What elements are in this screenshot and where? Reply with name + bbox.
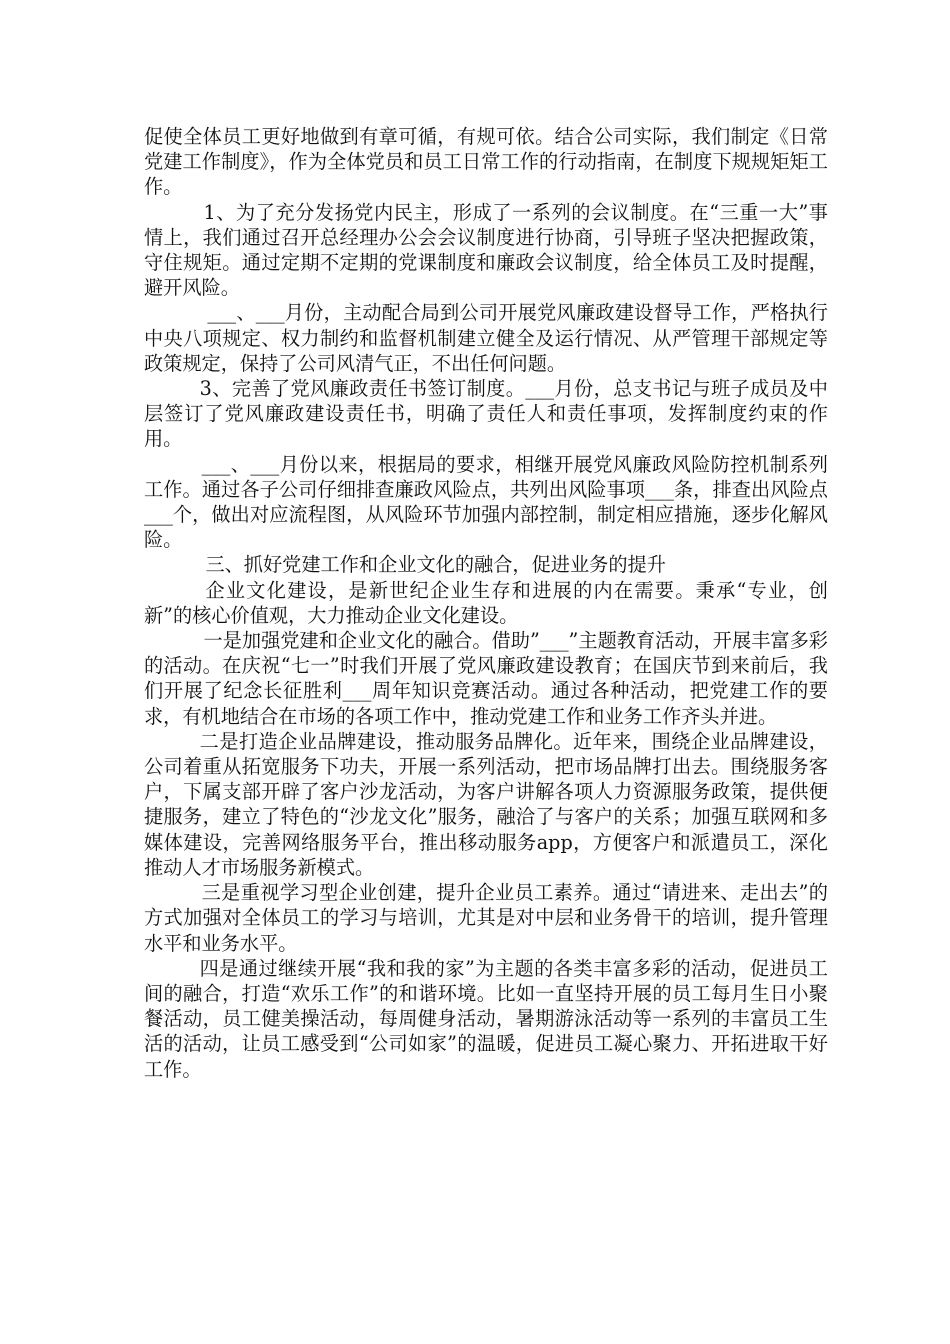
paragraph-11: 四是通过继续开展“我和我的家”为主题的各类丰富多彩的活动，促进员工间的融合，打造“欢乐工作”的和谐环境。比如一直坚持开展的员工每月生日小聚餐活动，员工健美操活动，每周健身活动，暑期游泳活动等一系列的丰富员工生活的活动，让员工感受到“公司如家”的温暖，促进员工凝心聚力、开拓进取干好工作。 bbox=[144, 956, 828, 1081]
paragraph-7: 企业文化建设，是新世纪企业生存和进展的内在需要。秉承“专业，创新”的核心价值观，大力推动企业文化建设。 bbox=[144, 578, 828, 627]
paragraph-9: 二是打造企业品牌建设，推动服务品牌化。近年来，围绕企业品牌建设，公司着重从拓宽服务下功夫，开展一系列活动，把市场品牌打出去。围绕服务客户，下属支部开辟了客户沙龙活动，为客户讲解各项人力资源服务政策，提供便捷服务，建立了特色的“沙龙文化”服务，融洽了与客户的关系；加强互联网和多媒体建设，完善网络服务平台，推出移动服务app，方便客户和派遣员工，深化推动人才市场服务新模式。 bbox=[144, 729, 828, 879]
paragraph-10: 三是重视学习型企业创建，提升企业员工素养。通过“请进来、走出去”的方式加强对全体员工的学习与培训，尤其是对中层和业务骨干的培训，提升管理水平和业务水平。 bbox=[144, 881, 828, 955]
paragraph-8: 一是加强党建和企业文化的融合。借助”___”主题教育活动，开展丰富多彩的活动。在庆祝“七一”时我们开展了党风廉政建设教育；在国庆节到来前后，我们开展了纪念长征胜利___周年知识竞赛活动。通过各种活动，把党建工作的要求，有机地结合在市场的各项工作中，推动党建工作和业务工作齐头并进。 bbox=[144, 629, 828, 728]
paragraph-3: ___、___月份，主动配合局到公司开展党风廉政建设督导工作，严格执行中央八项规定、权力制约和监督机制建立健全及运行情况、从严管理干部规定等政策规定，保持了公司风清气正，不出任何问题。 bbox=[144, 301, 828, 375]
paragraph-4: 3、完善了党风廉政责任书签订制度。___月份，总支书记与班子成员及中层签订了党风廉政建设责任书，明确了责任人和责任事项，发挥制度约束的作用。 bbox=[144, 377, 828, 451]
document-body bbox=[144, 124, 828, 1082]
paragraph-5: ___、___月份以来，根据局的要求，相继开展党风廉政风险防控机制系列工作。通过各子公司仔细排查廉政风险点，共列出风险事项___条，排查出风险点___个，做出对应流程图，从风险环节加强内部控制，制定相应措施，逐步化解风险。 bbox=[144, 452, 828, 552]
paragraph-1: 促使全体员工更好地做到有章可循，有规可依。结合公司实际，我们制定《日常党建工作制度》，作为全体党员和员工日常工作的行动指南，在制度下规规矩矩工作。 bbox=[144, 125, 828, 199]
section-heading: 三、抓好党建工作和企业文化的融合，促进业务的提升 bbox=[205, 553, 666, 577]
paragraph-2: 1、为了充分发扬党内民主，形成了一系列的会议制度。在“三重一大”事情上，我们通过召开总经理办公会会议制度进行协商，引导班子坚决把握政策，守住规矩。通过定期不定期的党课制度和廉政会议制度，给全体员工及时提醒，避开风险。 bbox=[144, 200, 828, 300]
